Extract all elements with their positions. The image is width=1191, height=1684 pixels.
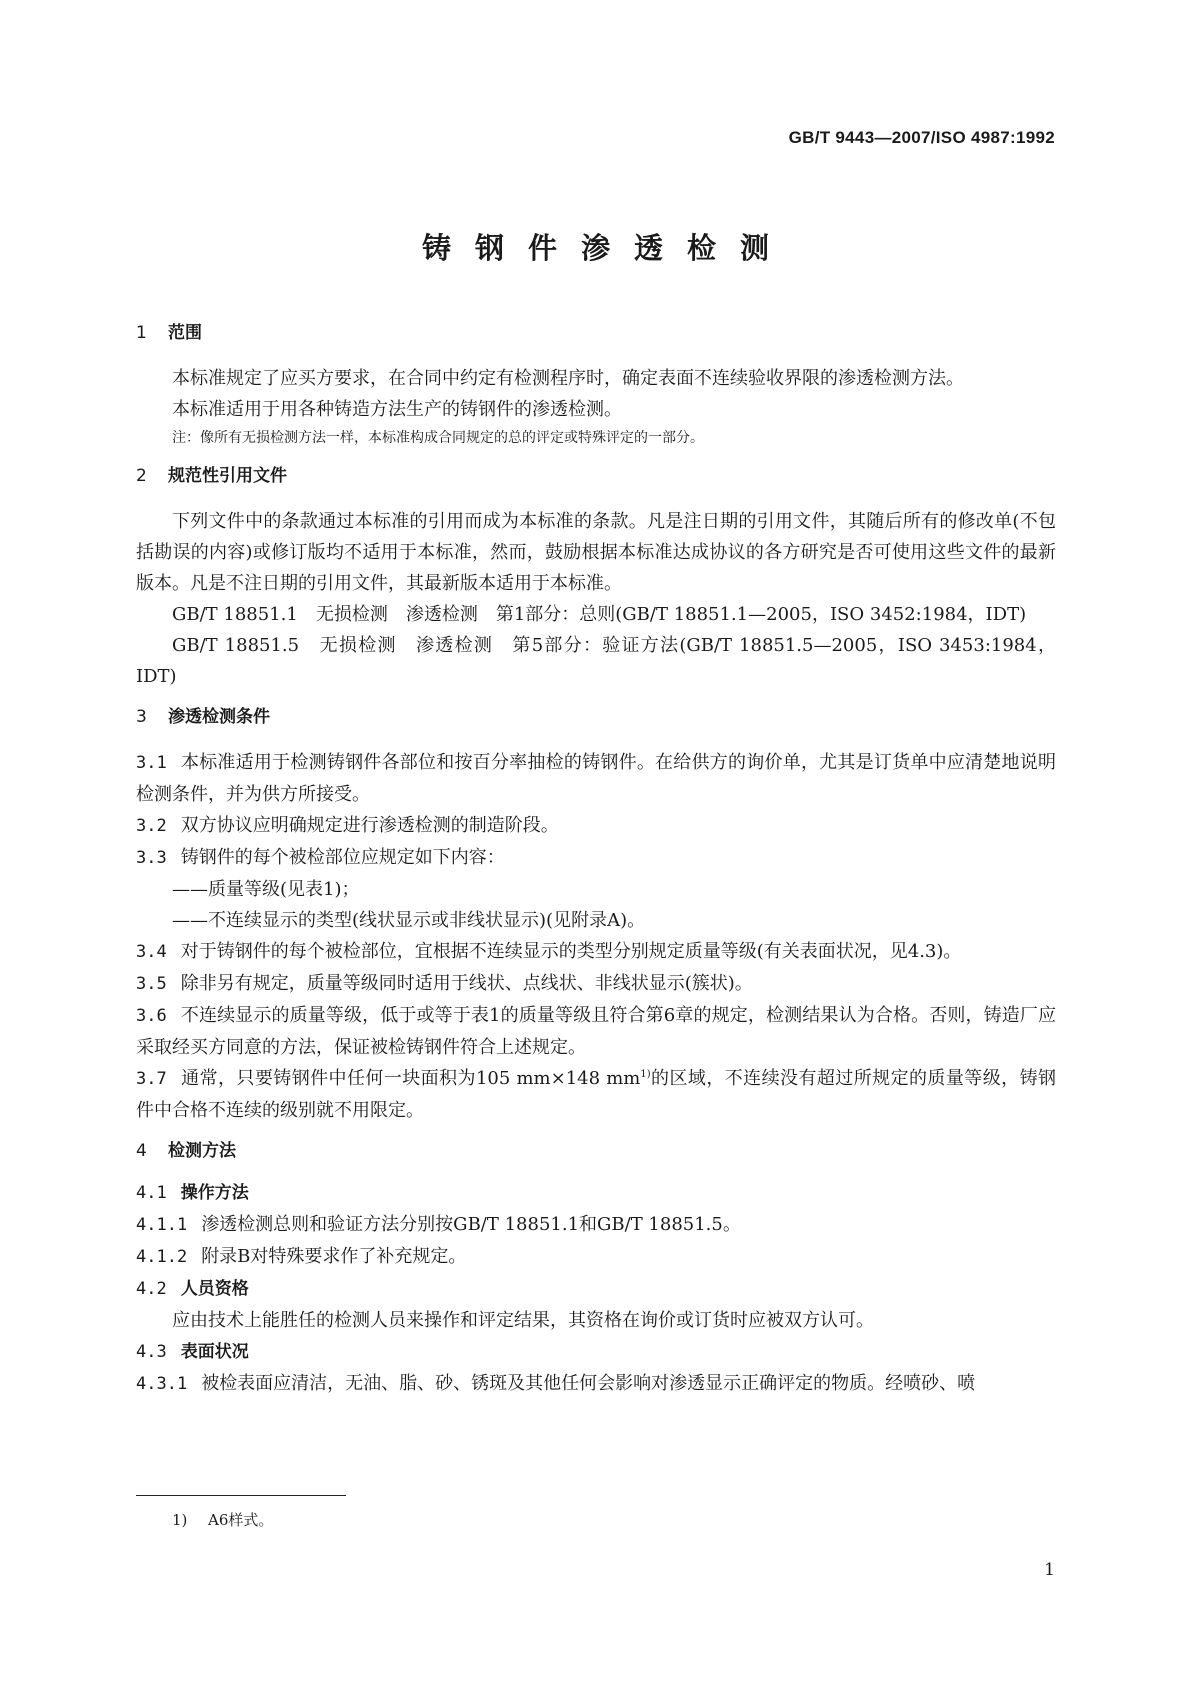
section-1-heading	[136, 318, 1056, 349]
reference-entry: GB/T 18851.1 无损检测 渗透检测 第1部分：总则(GB/T 18851.1—2005，ISO 3452:1984，IDT)	[172, 604, 1027, 625]
section-number: 1	[136, 323, 147, 343]
footnote-reference: 1)	[640, 1069, 651, 1080]
clause-4-1-2	[136, 1241, 1056, 1273]
clause-text: 被检表面应清洁，无油、脂、砂、锈斑及其他任何会影响对渗透显示正确评定的物质。经喷砂、喷	[201, 1373, 976, 1394]
footnote-mark: 1)	[172, 1511, 188, 1529]
clause-text: 不连续显示的质量等级，低于或等于表1的质量等级且符合第6章的规定，检测结果认为合格。否则，铸造厂应采取经买方同意的方法，保证被检铸钢件符合上述规定。	[136, 1005, 1056, 1058]
clause-number: 3.4	[136, 942, 167, 962]
footnote	[172, 1509, 273, 1531]
paragraph: 本标准规定了应买方要求，在合同中约定有检测程序时，确定表面不连续验收界限的渗透检测方法。	[172, 368, 964, 389]
reference-entry: GB/T 18851.5 无损检测 渗透检测 第5部分：验证方法(GB/T 18851.5—2005，ISO 3453:1984，IDT)	[136, 635, 1056, 687]
clause-number: 4.1.1	[136, 1215, 188, 1235]
clause-number: 4.2	[136, 1279, 167, 1299]
clause-number: 4.3.1	[136, 1374, 188, 1394]
footnote-divider	[136, 1495, 346, 1496]
section-number: 2	[136, 466, 147, 486]
clause-text: 除非另有规定，质量等级同时适用于线状、点线状、非线状显示(簇状)。	[180, 973, 753, 994]
clause-text: 对于铸钢件的每个被检部位，宜根据不连续显示的类型分别规定质量等级(有关表面状况，见4.3)。	[180, 941, 962, 962]
paragraph: 本标准适用于用各种铸造方法生产的铸钢件的渗透检测。	[172, 399, 622, 420]
subsection-title: 操作方法	[180, 1183, 249, 1203]
clause-number: 3.5	[136, 974, 167, 994]
subsection-4-1	[136, 1177, 1056, 1209]
clause-3-6	[136, 1000, 1056, 1063]
clause-3-3	[136, 842, 1056, 874]
section-title: 渗透检测条件	[168, 707, 270, 727]
clause-3-5	[136, 968, 1056, 1000]
clause-3-2	[136, 810, 1056, 842]
section-2-heading	[136, 461, 1056, 492]
clause-3-1	[136, 747, 1056, 810]
clause-3-4	[136, 936, 1056, 968]
subsection-title: 表面状况	[180, 1342, 249, 1362]
document-title: 铸钢件渗透检测	[421, 231, 793, 265]
section-title: 规范性引用文件	[168, 466, 287, 486]
clause-number: 3.2	[136, 816, 167, 836]
section-number: 4	[136, 1141, 147, 1161]
clause-4-3-1	[136, 1368, 1056, 1400]
document-body	[136, 318, 1056, 1400]
clause-number: 3.6	[136, 1006, 167, 1026]
section-number: 3	[136, 707, 147, 727]
clause-4-1-1	[136, 1209, 1056, 1241]
note: 注：像所有无损检测方法一样，本标准构成合同规定的总的评定或特殊评定的一部分。	[172, 430, 704, 446]
subsection-4-2	[136, 1273, 1056, 1305]
clause-number: 4.3	[136, 1342, 167, 1362]
list-item: ——质量等级(见表1)；	[172, 879, 360, 900]
section-title: 范围	[168, 323, 202, 343]
subsection-title: 人员资格	[180, 1279, 249, 1299]
paragraph: 下列文件中的条款通过本标准的引用而成为本标准的条款。凡是注日期的引用文件，其随后所有的修改单(不包括勘误的内容)或修订版均不适用于本标准，然而，鼓励根据本标准达成协议的各方研究是否可使用这些文件的最新版本。凡是不注日期的引用文件，其最新版本适用于本标准。	[136, 511, 1056, 594]
clause-text: 附录B对特殊要求作了补充规定。	[201, 1246, 467, 1267]
section-title: 检测方法	[168, 1141, 236, 1161]
subsection-4-3	[136, 1336, 1056, 1368]
clause-text: 双方协议应明确规定进行渗透检测的制造阶段。	[180, 815, 559, 836]
standard-code: GB/T 9443—2007/ISO 4987:1992	[788, 128, 1055, 147]
clause-number: 4.1.2	[136, 1247, 188, 1267]
list-item: ——不连续显示的类型(线状显示或非线状显示)(见附录A)。	[172, 910, 646, 931]
clause-number: 3.1	[136, 753, 167, 773]
clause-text: 渗透检测总则和验证方法分别按GB/T 18851.1和GB/T 18851.5。	[201, 1214, 741, 1235]
clause-number: 4.1	[136, 1183, 167, 1203]
section-3-heading	[136, 702, 1056, 733]
clause-number: 3.7	[136, 1069, 167, 1089]
clause-number: 3.3	[136, 848, 167, 868]
page-number: 1	[1044, 1560, 1055, 1580]
footnote-text: A6样式。	[208, 1511, 274, 1529]
paragraph: 应由技术上能胜任的检测人员来操作和评定结果，其资格在询价或订货时应被双方认可。	[172, 1310, 874, 1331]
section-4-heading	[136, 1136, 1056, 1167]
clause-text: 通常，只要铸钢件中任何一块面积为105 mm×148 mm	[180, 1068, 641, 1089]
clause-text: 铸钢件的每个被检部位应规定如下内容：	[180, 847, 505, 868]
clause-3-7	[136, 1063, 1056, 1126]
clause-text: 的区域，不连续没有超过所规定的质量等级，铸钢件中合格不连续的级别就不用限定。	[136, 1068, 1056, 1121]
clause-text: 本标准适用于检测铸钢件各部位和按百分率抽检的铸钢件。在给供方的询价单，尤其是订货单中应清楚地说明检测条件，并为供方所接受。	[136, 752, 1056, 805]
